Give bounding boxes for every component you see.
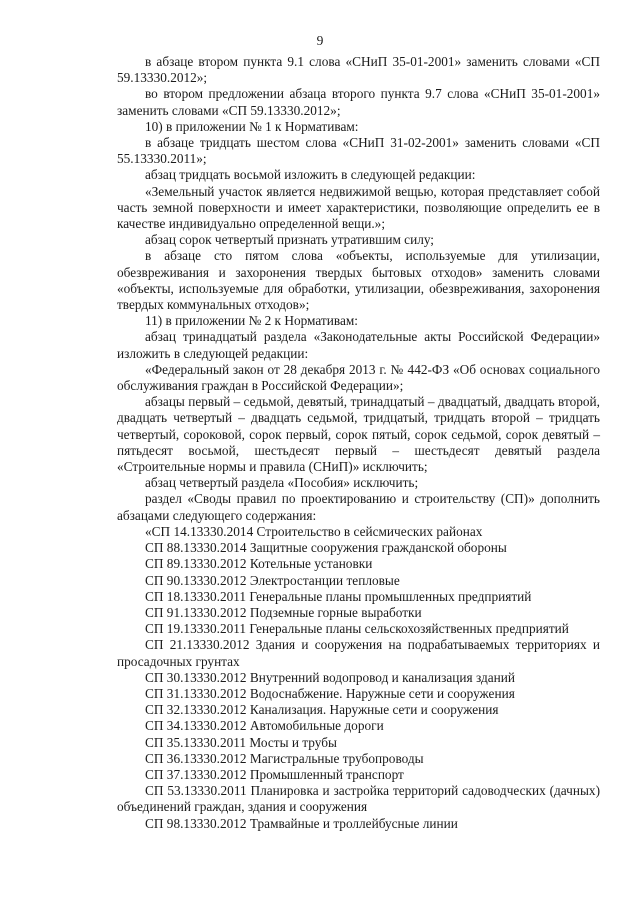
paragraph: во втором предложении абзаца второго пункта 9.7 слова «СНиП 35-01-2001» заменить словами «СП 59.13330.2012»; xyxy=(117,86,600,118)
list-item: СП 31.13330.2012 Водоснабжение. Наружные сети и сооружения xyxy=(145,685,515,701)
paragraph: 11) в приложении № 2 к Нормативам: xyxy=(145,313,358,329)
list-item: СП 36.13330.2012 Магистральные трубопроводы xyxy=(145,750,424,766)
list-item: СП 37.13330.2012 Промышленный транспорт xyxy=(145,766,404,782)
paragraph: в абзаце сто пятом слова «объекты, используемые для утилизации, обезвреживания и захоронения твердых бытовых отходов» заменить словами «объекты, используемые для обработки, утилизации, обезвреживания, захоронения твердых коммунальных отходов»; xyxy=(117,248,600,313)
paragraph: абзац четвертый раздела «Пособия» исключить; xyxy=(145,475,419,491)
paragraph: в абзаце тридцать шестом слова «СНиП 31-02-2001» заменить словами «СП 55.13330.2011»; xyxy=(117,135,600,167)
list-item: СП 21.13330.2012 Здания и сооружения на подрабатываемых территориях и просадочных грунтах xyxy=(117,637,600,669)
list-item: СП 91.13330.2012 Подземные горные выработки xyxy=(145,604,422,620)
paragraph: «Земельный участок является недвижимой вещью, которая представляет собой часть земной поверхности и имеет характеристики, позволяющие определить ее в качестве индивидуально определенной вещи.»; xyxy=(117,183,600,232)
paragraph: абзац тридцать восьмой изложить в следующей редакции: xyxy=(145,167,476,183)
paragraph: в абзаце втором пункта 9.1 слова «СНиП 35-01-2001» заменить словами «СП 59.13330.2012»; xyxy=(117,54,600,86)
list-item: СП 88.13330.2014 Защитные сооружения гражданской обороны xyxy=(145,540,507,556)
paragraph: абзацы первый – седьмой, девятый, тринадцатый – двадцатый, двадцать второй, двадцать четвертый – двадцать седьмой, тридцатый, тридцать второй – тридцать четвертый, сороковой, сорок первый, сорок пятый, сорок седьмой, сорок девятый – пятьдесят восьмой, шестьдесят первый – шестьдесят девятый раздела «Строительные нормы и правила (СНиП)» исключить; xyxy=(117,394,600,475)
document-body xyxy=(117,54,600,832)
list-item: СП 30.13330.2012 Внутренний водопровод и канализация зданий xyxy=(145,669,516,685)
paragraph: абзац сорок четвертый признать утратившим силу; xyxy=(145,232,435,248)
list-item: СП 32.13330.2012 Канализация. Наружные сети и сооружения xyxy=(145,702,499,718)
list-item: СП 89.13330.2012 Котельные установки xyxy=(145,556,373,572)
paragraph: 10) в приложении № 1 к Нормативам: xyxy=(145,118,359,134)
list-item: СП 18.13330.2011 Генеральные планы промышленных предприятий xyxy=(145,588,532,604)
list-item: СП 34.13330.2012 Автомобильные дороги xyxy=(145,718,384,734)
list-item: СП 98.13330.2012 Трамвайные и троллейбусные линии xyxy=(145,815,458,831)
list-item: «СП 14.13330.2014 Строительство в сейсмических районах xyxy=(145,523,483,539)
list-item: СП 19.13330.2011 Генеральные планы сельскохозяйственных предприятий xyxy=(145,621,569,637)
page-number: 9 xyxy=(316,33,324,48)
paragraph: раздел «Своды правил по проектированию и строительству (СП)» дополнить абзацами следующего содержания: xyxy=(117,491,600,523)
list-item: СП 90.13330.2012 Электростанции тепловые xyxy=(145,572,400,588)
paragraph: «Федеральный закон от 28 декабря 2013 г. № 442-ФЗ «Об основах социального обслуживания граждан в Российской Федерации»; xyxy=(117,361,600,394)
paragraph: абзац тринадцатый раздела «Законодательные акты Российской Федерации» изложить в следующей редакции: xyxy=(117,329,600,361)
list-item: СП 53.13330.2011 Планировка и застройка территорий садоводческих (дачных) объединений граждан, здания и сооружения xyxy=(117,783,600,815)
list-item: СП 35.13330.2011 Мосты и трубы xyxy=(145,734,337,750)
